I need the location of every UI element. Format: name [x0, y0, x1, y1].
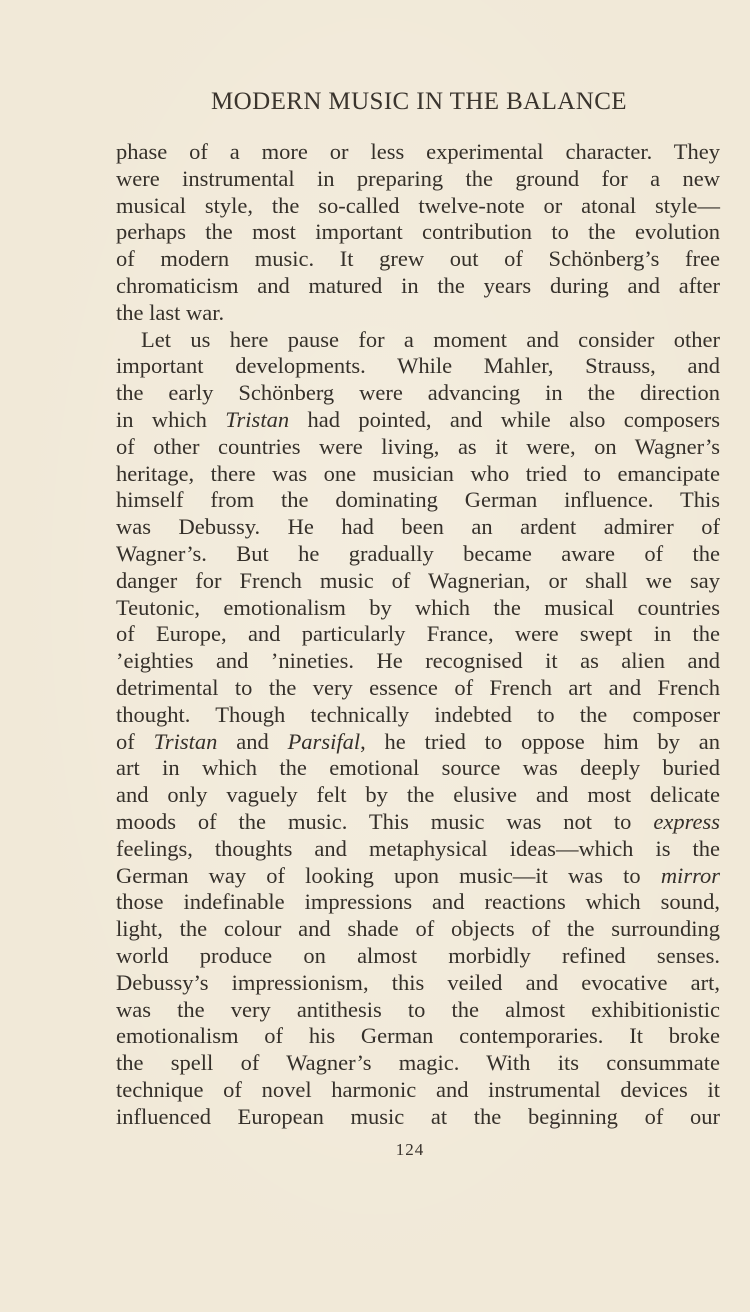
text-line: detrimental to the very essence of French art and French — [116, 674, 720, 700]
text-line: the early Schönberg were advancing in the direction — [116, 380, 720, 406]
text-line: world produce on almost morbidly refined senses. — [116, 942, 720, 968]
text-line — [116, 729, 720, 756]
text-line: art in which the emotional source was deeply buried — [116, 755, 720, 781]
paragraph-end-line: the last war. — [116, 299, 225, 325]
text-line: emotionalism of his German contemporaries. It broke — [116, 1023, 720, 1049]
text-line: and only vaguely felt by the elusive and most delicate — [116, 782, 720, 808]
text-run: and — [217, 728, 288, 754]
text-line: phase of a more or less experimental character. They — [116, 139, 720, 164]
paragraph-start-line: Let us here pause for a moment and consider other — [141, 326, 720, 352]
italic-word-express: express — [653, 808, 720, 834]
text-line: of Europe, and particularly France, were swept in the — [116, 621, 720, 647]
text-line: thought. Though technically indebted to the composer — [116, 701, 720, 727]
text-run: , he tried to oppose him by an — [360, 728, 721, 754]
text-line: influenced European music at the beginning of our — [116, 1103, 720, 1129]
text-line: was the very antithesis to the almost exhibitionistic — [116, 996, 720, 1022]
italic-title-tristan: Tristan — [153, 728, 218, 754]
italic-title-parsifal: Parsifal — [287, 728, 361, 754]
text-line: light, the colour and shade of objects of the surrounding — [116, 916, 720, 942]
text-line: of other countries were living, as it were, on Wagner’s — [116, 433, 720, 459]
text-run: moods of the music. This music was not to — [116, 808, 654, 834]
text-line: were instrumental in preparing the ground for a new — [116, 165, 720, 191]
text-line: technique of novel harmonic and instrumental devices it — [116, 1076, 720, 1102]
text-line: himself from the dominating German influence. This — [116, 487, 720, 513]
text-line: perhaps the most important contribution to the evolution — [116, 219, 720, 245]
text-line: danger for French music of Wagnerian, or shall we say — [116, 567, 720, 593]
text-run: had pointed, and while also composers — [289, 406, 720, 432]
italic-word-mirror: mirror — [660, 862, 720, 888]
text-line: musical style, the so-called twelve-note or atonal style— — [116, 192, 720, 218]
text-line: feelings, thoughts and metaphysical ideas—which is the — [116, 835, 720, 861]
text-line — [116, 407, 720, 434]
text-line: ’eighties and ’nineties. He recognised it as alien and — [116, 648, 720, 674]
text-line: Debussy’s impressionism, this veiled and evocative art, — [116, 969, 720, 995]
text-line — [116, 809, 720, 836]
text-line — [116, 863, 720, 890]
text-line: chromaticism and matured in the years during and after — [116, 272, 720, 298]
text-line: Wagner’s. But he gradually became aware of the — [116, 540, 720, 566]
text-line: was Debussy. He had been an ardent admirer of — [116, 514, 720, 540]
text-line: heritage, there was one musician who tried to emancipate — [116, 460, 720, 486]
italic-title-tristan: Tristan — [225, 406, 290, 432]
body-text — [116, 139, 720, 1130]
text-run: in which — [116, 406, 226, 432]
text-line: the spell of Wagner’s magic. With its consummate — [116, 1050, 720, 1076]
page-number: 124 — [395, 1140, 425, 1159]
text-run: German way of looking upon music—it was to — [116, 862, 661, 888]
running-head: MODERN MUSIC IN THE BALANCE — [211, 88, 627, 115]
text-run: of — [116, 728, 154, 754]
text-line: Teutonic, emotionalism by which the musical countries — [116, 594, 720, 620]
text-line: those indefinable impressions and reactions which sound, — [116, 889, 720, 915]
text-line: important developments. While Mahler, Strauss, and — [116, 353, 720, 379]
text-line: of modern music. It grew out of Schönberg’s free — [116, 246, 720, 272]
